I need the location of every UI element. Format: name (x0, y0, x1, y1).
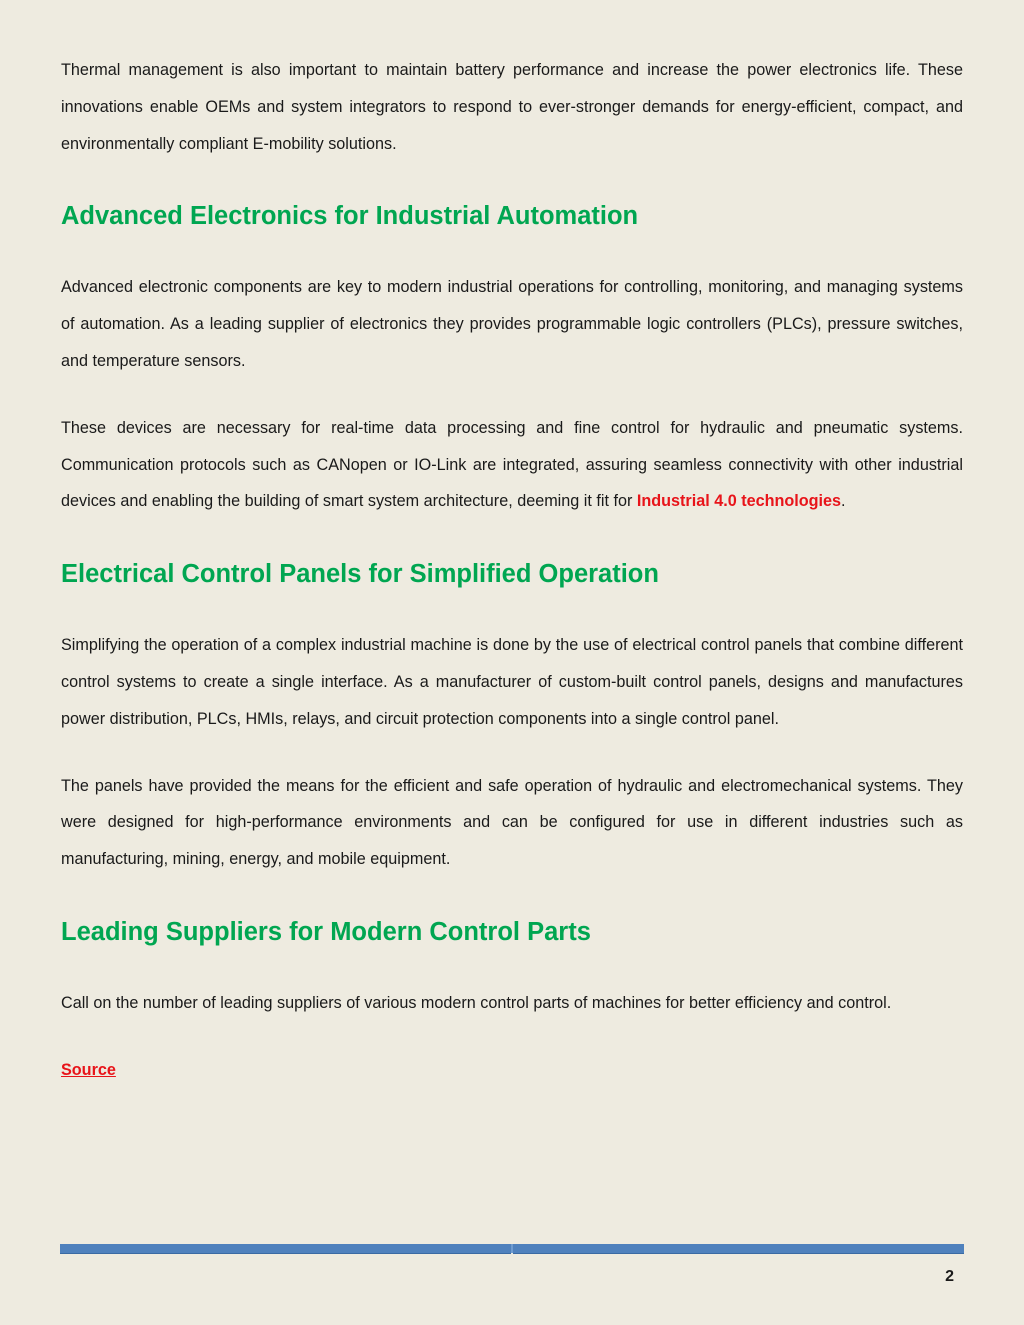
industrial-4-0-link[interactable]: Industrial 4.0 technologies (636, 492, 842, 511)
automation-paragraph-2 (61, 410, 963, 520)
panels-paragraph-1: Simplifying the operation of a complex industrial machine is done by the use of electrical control panels that combine different control systems to create a single interface. As a manufacturer of custom-built control panels, designs and manufactures power distribution, PLCs, HMIs, relays, and circuit protection components into a single control panel. (61, 636, 963, 728)
footer-bar-left (60, 1244, 511, 1253)
heading-industrial-automation: Advanced Electronics for Industrial Automation (61, 202, 639, 231)
document-page (61, 52, 963, 1089)
page-number: 2 (945, 1268, 954, 1285)
automation-paragraph-2-end: . (841, 492, 846, 511)
heading-control-panels: Electrical Control Panels for Simplified Operation (61, 560, 659, 589)
automation-paragraph-2-text: These devices are necessary for real-time data processing and fine control for hydraulic and pneumatic systems. Communication protocols such as CANopen or IO-Link are integrated, assuring seamless connectivity with other industrial devices and enabling the building of smart system architecture, deeming it fit for (61, 418, 963, 511)
footer-divider-bar (60, 1244, 964, 1253)
source-link[interactable]: Source (61, 1060, 116, 1079)
intro-paragraph: Thermal management is also important to maintain battery performance and increase the power electronics life. These innovations enable OEMs and system integrators to respond to ever-stronger demands for energy-efficient, compact, and environmentally compliant E-mobility solutions. (61, 61, 963, 153)
panels-paragraph-2: The panels have provided the means for the efficient and safe operation of hydraulic and electromechanical systems. They were designed for high-performance environments and can be configured for use in different industries such as manufacturing, mining, energy, and mobile equipment. (61, 776, 963, 869)
suppliers-paragraph: Call on the number of leading suppliers of various modern control parts of machines for better efficiency and control. (61, 993, 892, 1012)
automation-paragraph-1: Advanced electronic components are key to modern industrial operations for controlling, monitoring, and managing systems of automation. As a leading supplier of electronics they provides programmable logic controllers (PLCs), pressure switches, and temperature sensors. (61, 278, 963, 370)
heading-leading-suppliers: Leading Suppliers for Modern Control Parts (61, 917, 591, 946)
footer-bar-right (513, 1244, 964, 1253)
